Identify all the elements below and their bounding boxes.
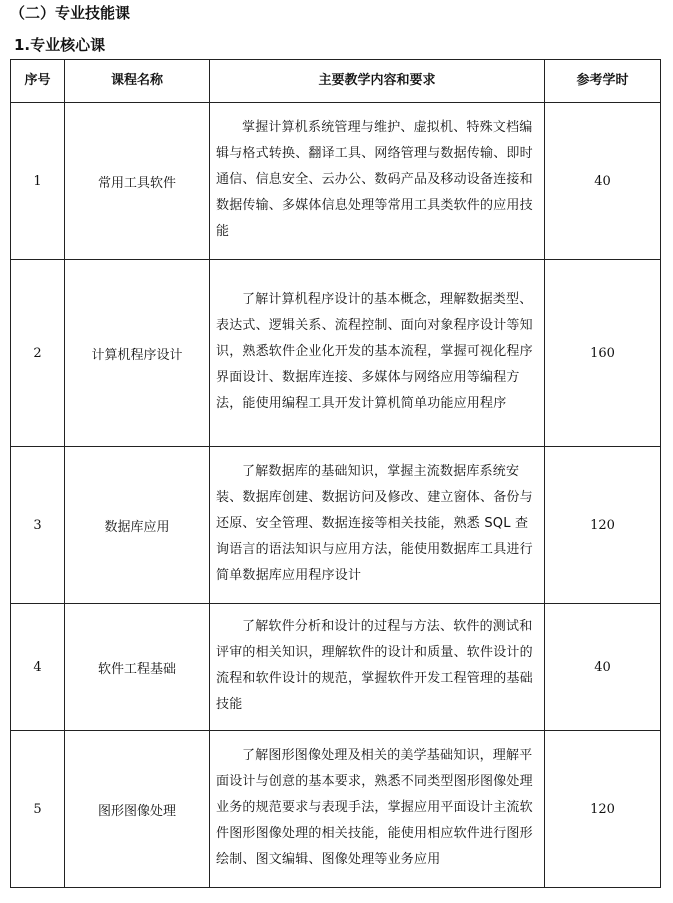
- row-content: 掌握计算机系统管理与维护、虚拟机、特殊文档编辑与格式转换、翻译工具、网络管理与数据传输、即时通信、信息安全、云办公、数码产品及移动设备连接和数据传输、多媒体信息处理等常用工具类软件的应用技能: [210, 103, 545, 260]
- row-course-name: 数据库应用: [65, 447, 210, 604]
- subsection-title: 1.专业核心课: [14, 36, 106, 54]
- table-row: [11, 447, 661, 604]
- table-row: [11, 103, 661, 260]
- row-content: 了解数据库的基础知识，掌握主流数据库系统安装、数据库创建、数据访问及修改、建立窗体、备份与还原、安全管理、数据连接等相关技能，熟悉 SQL 查询语言的语法知识与应用方法，能使用数据库工具进行简单数据库应用程序设计: [210, 447, 545, 604]
- row-course-name: 计算机程序设计: [65, 260, 210, 447]
- row-content: 了解计算机程序设计的基本概念，理解数据类型、表达式、逻辑关系、流程控制、面向对象程序设计等知识，熟悉软件企业化开发的基本流程，掌握可视化程序界面设计、数据库连接、多媒体与网络应用等编程方法，能使用编程工具开发计算机简单功能应用程序: [210, 260, 545, 447]
- row-course-name: 常用工具软件: [65, 103, 210, 260]
- header-content: 主要教学内容和要求: [210, 60, 545, 103]
- row-hours: 120: [545, 731, 661, 888]
- table-body: [11, 103, 661, 888]
- header-hours: 参考学时: [545, 60, 661, 103]
- row-no: 3: [11, 447, 65, 604]
- row-hours: 40: [545, 103, 661, 260]
- row-course-name: 图形图像处理: [65, 731, 210, 888]
- table-row: [11, 260, 661, 447]
- row-hours: 160: [545, 260, 661, 447]
- row-course-name: 软件工程基础: [65, 604, 210, 731]
- table-header: [11, 60, 661, 103]
- header-course-name: 课程名称: [65, 60, 210, 103]
- table-row: [11, 731, 661, 888]
- row-no: 2: [11, 260, 65, 447]
- row-no: 1: [11, 103, 65, 260]
- row-content: 了解图形图像处理及相关的美学基础知识，理解平面设计与创意的基本要求，熟悉不同类型图形图像处理业务的规范要求与表现手法，掌握应用平面设计主流软件图形图像处理的相关技能，能使用相应软件进行图形绘制、图文编辑、图像处理等业务应用: [210, 731, 545, 888]
- row-hours: 40: [545, 604, 661, 731]
- header-no: 序号: [11, 60, 65, 103]
- row-no: 4: [11, 604, 65, 731]
- table-row: [11, 604, 661, 731]
- row-hours: 120: [545, 447, 661, 604]
- section-title: （二）专业技能课: [10, 4, 131, 22]
- course-table: [10, 59, 661, 888]
- row-content: 了解软件分析和设计的过程与方法、软件的测试和评审的相关知识，理解软件的设计和质量、软件设计的流程和软件设计的规范，掌握软件开发工程管理的基础技能: [210, 604, 545, 731]
- row-no: 5: [11, 731, 65, 888]
- header-row: [11, 60, 661, 103]
